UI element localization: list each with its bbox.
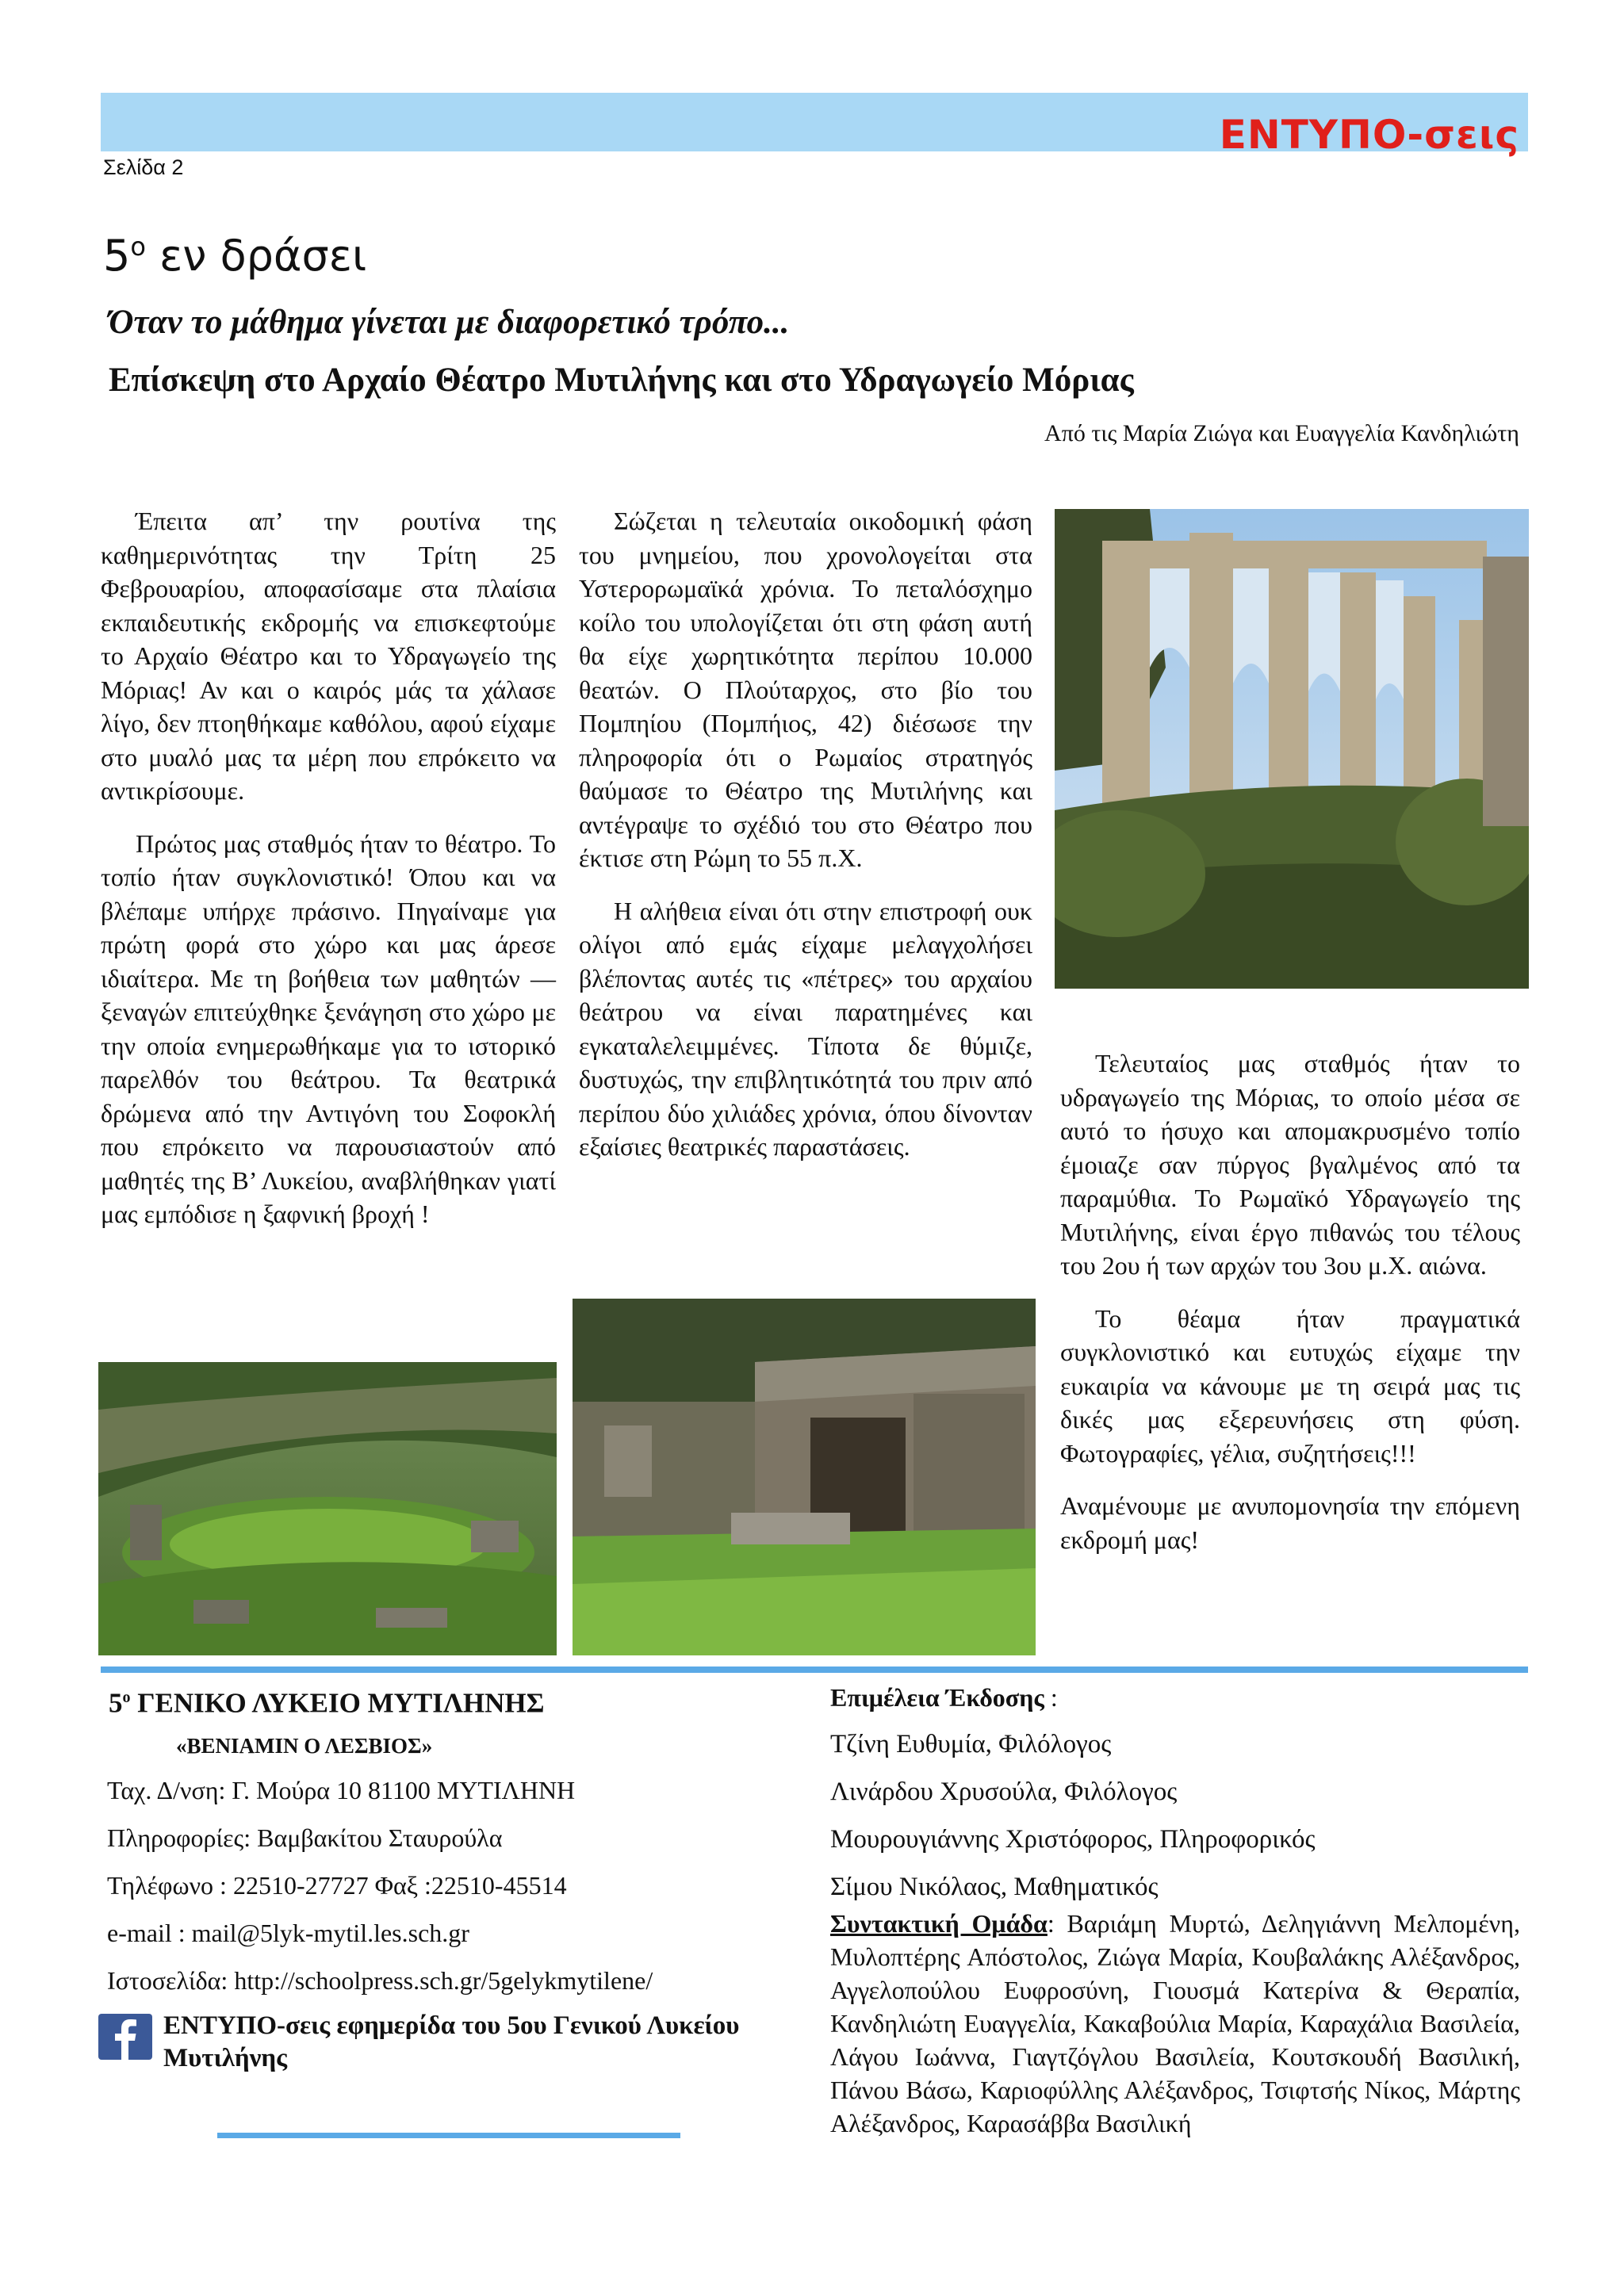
editing-colon: : [1044,1683,1058,1712]
paragraph: Το θέαμα ήταν πραγματικά συγκλονιστικό και ευτυχώς είχαμε την ευκαιρία να κάνουμε με τη σειρά μας τις δικές μας εξερευνήσεις στη φύση. Φωτογραφίες, γέλια, συζητήσεις!!! [1060,1303,1520,1468]
paragraph: Σώζεται η τελευταία οικοδομική φάση του μνημείου, που χρονολογείται στα Υστερορωμαϊκά χρόνια. Το πεταλόσχημο κοίλο του υπολογίζεται ότι στη φάση αυτή θα είχε χωρητικότητα περίπου 10.000 θεατών. Ο Πλούταρχος, στο βίο του Πομπηίου (Πομπήιος, 42) διέσωσε την πληροφορία ότι ο Ρωμαίος στρατηγός θαύμασε το Θέατρο της Μυτιλήνης και αντέγραψε το σχέδιό του στο Θέατρο που έκτισε στη Ρώμη το 55 π.Χ. [579,507,1032,872]
page-number: Σελίδα 2 [103,155,184,179]
facebook-page-link[interactable]: ΕΝΤΥΠΟ-σεις εφημερίδα του 5ου Γενικού Λυκείου Μυτιλήνης [163,2011,740,2072]
school-number: 5 [109,1687,123,1719]
article-column-1 [101,504,556,1250]
newspaper-brand: ΕΝΤΥΠΟ-σεις [1219,112,1519,158]
article-byline: Από τις Μαρία Ζιώγα και Ευαγγελία Κανδηλιώτη [1044,420,1519,446]
editing-heading [830,1682,1058,1713]
editing-label: Επιμέλεια Έκδοσης [830,1683,1044,1712]
title-superscript: ο [130,232,146,262]
school-nickname: «ΒΕΝΙΑΜΙΝ Ο ΛΕΣΒΙΟΣ» [176,1734,433,1758]
article-subtitle-2: Επίσκεψη στο Αρχαίο Θέατρο Μυτιλήνης και στο Υδραγωγείο Μόριας [109,362,1134,399]
school-superscript: ο [122,1689,131,1706]
editor-item: Λινάρδου Χρυσούλα, Φιλόλογος [830,1777,1178,1806]
theatre-ruins-photo [573,1299,1036,1655]
school-name-text: ΓΕΝΙΚΟ ΛΥΚΕΙΟ ΜΥΤΙΛΗΝΗΣ [130,1687,545,1719]
school-name [109,1682,545,1720]
school-info-contact: Πληροφορίες: Βαμβακίτου Σταυρούλα [107,1823,503,1852]
school-website[interactable]: Ιστοσελίδα: http://schoolpress.sch.gr/5gelykmytilene/ [107,1966,653,1995]
paragraph: Έπειτα απ’ την ρουτίνα της καθημερινότητας την Τρίτη 25 Φεβρουαρίου, αποφασίσαμε στα πλαίσια εκπαιδευτικής εκδρομής να επισκεφτούμε το Αρχαίο Θέατρο και το Υδραγωγείο της Μόριας! Αν και ο καιρός μάς τα χάλασε λίγο, δεν πτοηθήκαμε καθόλου, αφού είχαμε στο μυαλό μας τα μέρη που επρόκειτο να αντικρίσουμε. [101,507,556,805]
title-text: εν δράσει [145,231,367,281]
facebook-icon[interactable] [98,2014,152,2060]
paragraph: Η αλήθεια είναι ότι στην επιστροφή ουκ ολίγοι από εμάς είχαμε μελαγχολήσει βλέποντας αυτές τις «πέτρες» του αρχαίου θεάτρου να είναι παρατημένες και εγκαταλελειμμένες. Τίποτα δε θύμιζε, δυστυχώς, την επιβλητικότητά του πριν από περίπου δύο χιλιάδες χρόνια, όπου δίνονταν εξαίσιες θεατρικές παραστάσεις. [579,896,1032,1161]
team-members: : Βαριάμη Μυρτώ, Δεληγιάννη Μελπομένη, Μυλοπτέρης Απόστολος, Ζιώγα Μαρία, Κουβαλάκης Αλέξανδρος, Αγγελοπούλου Ευφροσύνη, Γιουσμά Κατερίνα & Θεραπία, Κανδηλιώτη Ευαγγελία, Κακαβούλια Μαρία, Καραχάλια Βασιλεία, Λάγου Ιωάννα, Γιαγτζόγλου Βασιλεία, Κουτσκουδή Βασιλική, Πάνου Βάσω, Καριοφύλλης Αλέξανδρος, Τσιφτσής Νίκος, Μάρτης Αλέξανδρος, Καρασάββα Βασιλική [830,1909,1521,2137]
paragraph: Πρώτος μας σταθμός ήταν το θέατρο. Το τοπίο ήταν συγκλονιστικό! Όπου και να βλέπαμε υπήρχε πράσινο. Πηγαίναμε για πρώτη φορά στο χώρο και μας άρεσε ιδιαίτερα. Με τη βοήθεια των μαθητών — ξεναγών επιτεύχθηκε ξενάγηση στο χώρο με την οποία ενημερωθήκαμε για το ιστορικό παρελθόν του θεάτρου. Τα θεατρικά δρώμενα από την Αντιγόνη του Σοφοκλή που επρόκειτο να παρουσιαστούν από μαθητές της Β’ Λυκείου, αναβλήθηκαν γιατί μας εμπόδισε η ξαφνική βροχή ! [101,828,556,1228]
article-title [103,220,366,282]
editor-item: Τζίνη Ευθυμία, Φιλόλογος [830,1730,1112,1758]
editor-item: Σίμου Νικόλαος, Μαθηματικός [830,1873,1159,1901]
editor-item: Μουρουγιάννης Χριστόφορος, Πληροφορικός [830,1825,1316,1854]
aqueduct-photo [1055,509,1529,989]
school-address: Ταχ. Δ/νση: Γ. Μούρα 10 81100 ΜΥΤΙΛΗΝΗ [107,1776,576,1804]
school-email[interactable]: e-mail : mail@5lyk-mytil.les.sch.gr [107,1919,469,1947]
title-number: 5 [103,231,131,281]
footer-accent-line [217,2133,680,2138]
footer-divider [101,1667,1528,1673]
school-phone: Τηλέφωνο : 22510-27727 Φαξ :22510-45514 [107,1871,567,1900]
team-label: Συντακτική Ομάδα [830,1909,1048,1938]
editorial-team [830,1907,1520,2140]
paragraph: Τελευταίος μας σταθμός ήταν το υδραγωγείο της Μόριας, το οποίο μέσα σε αυτό το ήσυχο και απομακρυσμένο τοπίο έμοιαζε σαν πύργος βγαλμένος από τα παραμύθια. Το Ρωμαϊκό Υδραγωγείο της Μυτιλήνης, είναι έργο πιθανώς του τέλους του 2ου ή των αρχών του 3ου μ.Χ. αιώνα. [1060,1049,1520,1280]
article-subtitle-1: Όταν το μάθημα γίνεται με διαφορετικό τρόπο... [109,304,790,341]
paragraph: Αναμένουμε με ανυπομονησία την επόμενη εκδρομή μας! [1060,1491,1520,1554]
theatre-photo [98,1362,557,1655]
article-column-3 [1060,1047,1520,1575]
article-column-2 [579,504,1032,1183]
